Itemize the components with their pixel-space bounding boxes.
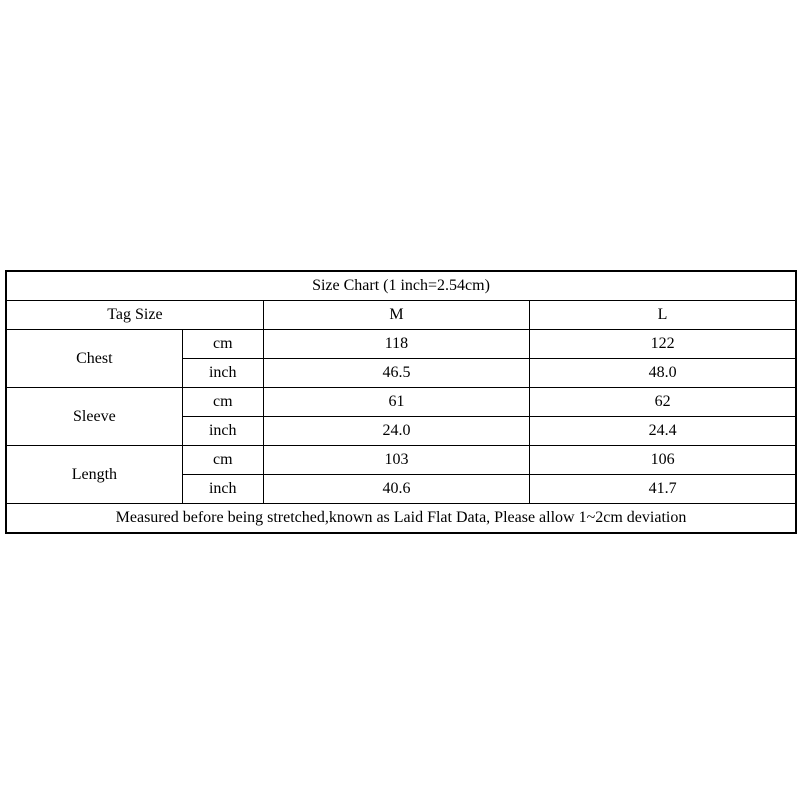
chest-label: Chest [6, 330, 182, 388]
table-row [6, 388, 796, 417]
footer-row [6, 504, 796, 534]
sleeve-label: Sleeve [6, 388, 182, 446]
size-m-header: M [263, 301, 529, 330]
size-l-header: L [530, 301, 796, 330]
chest-inch-m: 46.5 [263, 359, 529, 388]
title-row [6, 271, 796, 301]
table-row [6, 446, 796, 475]
length-inch-l: 41.7 [530, 475, 796, 504]
unit-cm: cm [182, 446, 263, 475]
header-row [6, 301, 796, 330]
length-cm-m: 103 [263, 446, 529, 475]
length-inch-m: 40.6 [263, 475, 529, 504]
unit-inch: inch [182, 417, 263, 446]
tag-size-header: Tag Size [6, 301, 263, 330]
chest-cm-l: 122 [530, 330, 796, 359]
size-chart-title: Size Chart (1 inch=2.54cm) [6, 271, 796, 301]
size-chart-table [5, 270, 797, 534]
sleeve-inch-l: 24.4 [530, 417, 796, 446]
length-cm-l: 106 [530, 446, 796, 475]
unit-inch: inch [182, 359, 263, 388]
chest-cm-m: 118 [263, 330, 529, 359]
chest-inch-l: 48.0 [530, 359, 796, 388]
unit-cm: cm [182, 388, 263, 417]
measurement-note: Measured before being stretched,known as Laid Flat Data, Please allow 1~2cm deviation [6, 504, 796, 534]
sleeve-cm-m: 61 [263, 388, 529, 417]
length-label: Length [6, 446, 182, 504]
sleeve-inch-m: 24.0 [263, 417, 529, 446]
unit-cm: cm [182, 330, 263, 359]
sleeve-cm-l: 62 [530, 388, 796, 417]
table-row [6, 330, 796, 359]
unit-inch: inch [182, 475, 263, 504]
